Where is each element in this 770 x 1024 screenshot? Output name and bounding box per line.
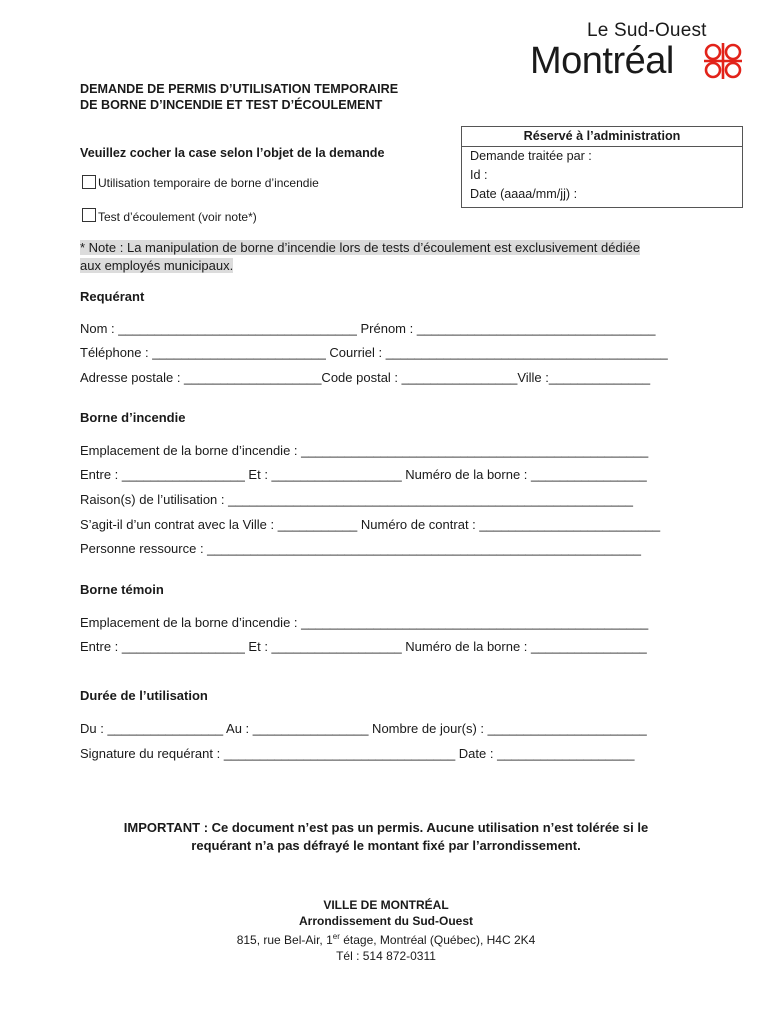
contact-person-field[interactable]: Personne ressource : ____________________________________________________________ [80, 541, 641, 556]
admin-id-field[interactable]: Id : [470, 168, 488, 182]
temporary-use-label: Utilisation temporaire de borne d’incendie [98, 176, 319, 190]
section-witness-hydrant-heading: Borne témoin [80, 582, 164, 597]
signature-date-fields[interactable]: Signature du requérant : ________________________________ Date : ___________________ [80, 746, 635, 761]
form-title-line-1: DEMANDE DE PERMIS D’UTILISATION TEMPORAIRE [80, 82, 399, 96]
flow-test-checkbox[interactable] [82, 208, 96, 222]
important-line-2: requérant n’a pas défrayé le montant fixé par l’arrondissement. [191, 838, 581, 853]
usage-reasons-field[interactable]: Raison(s) de l’utilisation : ________________________________________________________ [80, 492, 633, 507]
footer-phone: Tél : 514 872-0311 [336, 949, 436, 963]
hydrant-between-number-fields[interactable]: Entre : _________________ Et : __________________ Numéro de la borne : ________________ [80, 467, 647, 482]
section-hydrant-heading: Borne d’incendie [80, 410, 186, 425]
admin-box-header: Réservé à l’administration [462, 127, 742, 147]
phone-email-fields[interactable]: Téléphone : ________________________ Courriel : _______________________________________ [80, 345, 668, 360]
section-duration-heading: Durée de l’utilisation [80, 688, 208, 703]
admin-reserved-box [461, 126, 743, 208]
admin-date-field[interactable]: Date (aaaa/mm/jj) : [470, 187, 578, 201]
flow-test-label: Test d’écoulement (voir note*) [98, 210, 257, 224]
note-line-2: aux employés municipaux. [80, 258, 234, 273]
important-notice [80, 819, 692, 855]
witness-location-field[interactable]: Emplacement de la borne d’incendie : ________________________________________________ [80, 615, 649, 630]
montreal-rosette-icon [700, 41, 746, 81]
witness-between-number-fields[interactable]: Entre : _________________ Et : __________________ Numéro de la borne : ________________ [80, 639, 647, 654]
contract-fields[interactable]: S’agit-il d’un contrat avec la Ville : ___________ Numéro de contrat : _________________________ [80, 517, 661, 532]
section-requerant-heading: Requérant [80, 289, 145, 304]
footer-city: VILLE DE MONTRÉAL [323, 898, 449, 912]
name-firstname-fields[interactable]: Nom : _________________________________ Prénom : _________________________________ [80, 321, 656, 336]
flow-test-note [80, 239, 692, 275]
form-title-line-2: DE BORNE D’INCENDIE ET TEST D’ÉCOULEMENT [80, 98, 383, 112]
footer-borough: Arrondissement du Sud-Ouest [298, 914, 474, 928]
checkbox-instruction: Veuillez cocher la case selon l’objet de la demande [80, 146, 385, 160]
logo-borough-name: Le Sud-Ouest [587, 20, 707, 41]
footer-address-block [80, 897, 692, 964]
admin-processed-by-field[interactable]: Demande traitée par : [470, 149, 592, 163]
logo-city-name: Montréal [530, 40, 674, 82]
important-line-1: IMPORTANT : Ce document n’est pas un permis. Aucune utilisation n’est tolérée si le [123, 820, 649, 835]
address-postal-city-fields[interactable]: Adresse postale : ___________________Code postal : ________________Ville :______________ [80, 370, 651, 385]
footer-address: 815, rue Bel-Air, 1er étage, Montréal (Québec), H4C 2K4 [236, 932, 536, 947]
note-line-1: * Note : La manipulation de borne d’incendie lors de tests d’écoulement est exclusivement dédiée [80, 240, 641, 255]
temporary-use-checkbox[interactable] [82, 175, 96, 189]
hydrant-location-field[interactable]: Emplacement de la borne d’incendie : ________________________________________________ [80, 443, 649, 458]
duration-dates-fields[interactable]: Du : ________________ Au : ________________ Nombre de jour(s) : ______________________ [80, 721, 647, 736]
